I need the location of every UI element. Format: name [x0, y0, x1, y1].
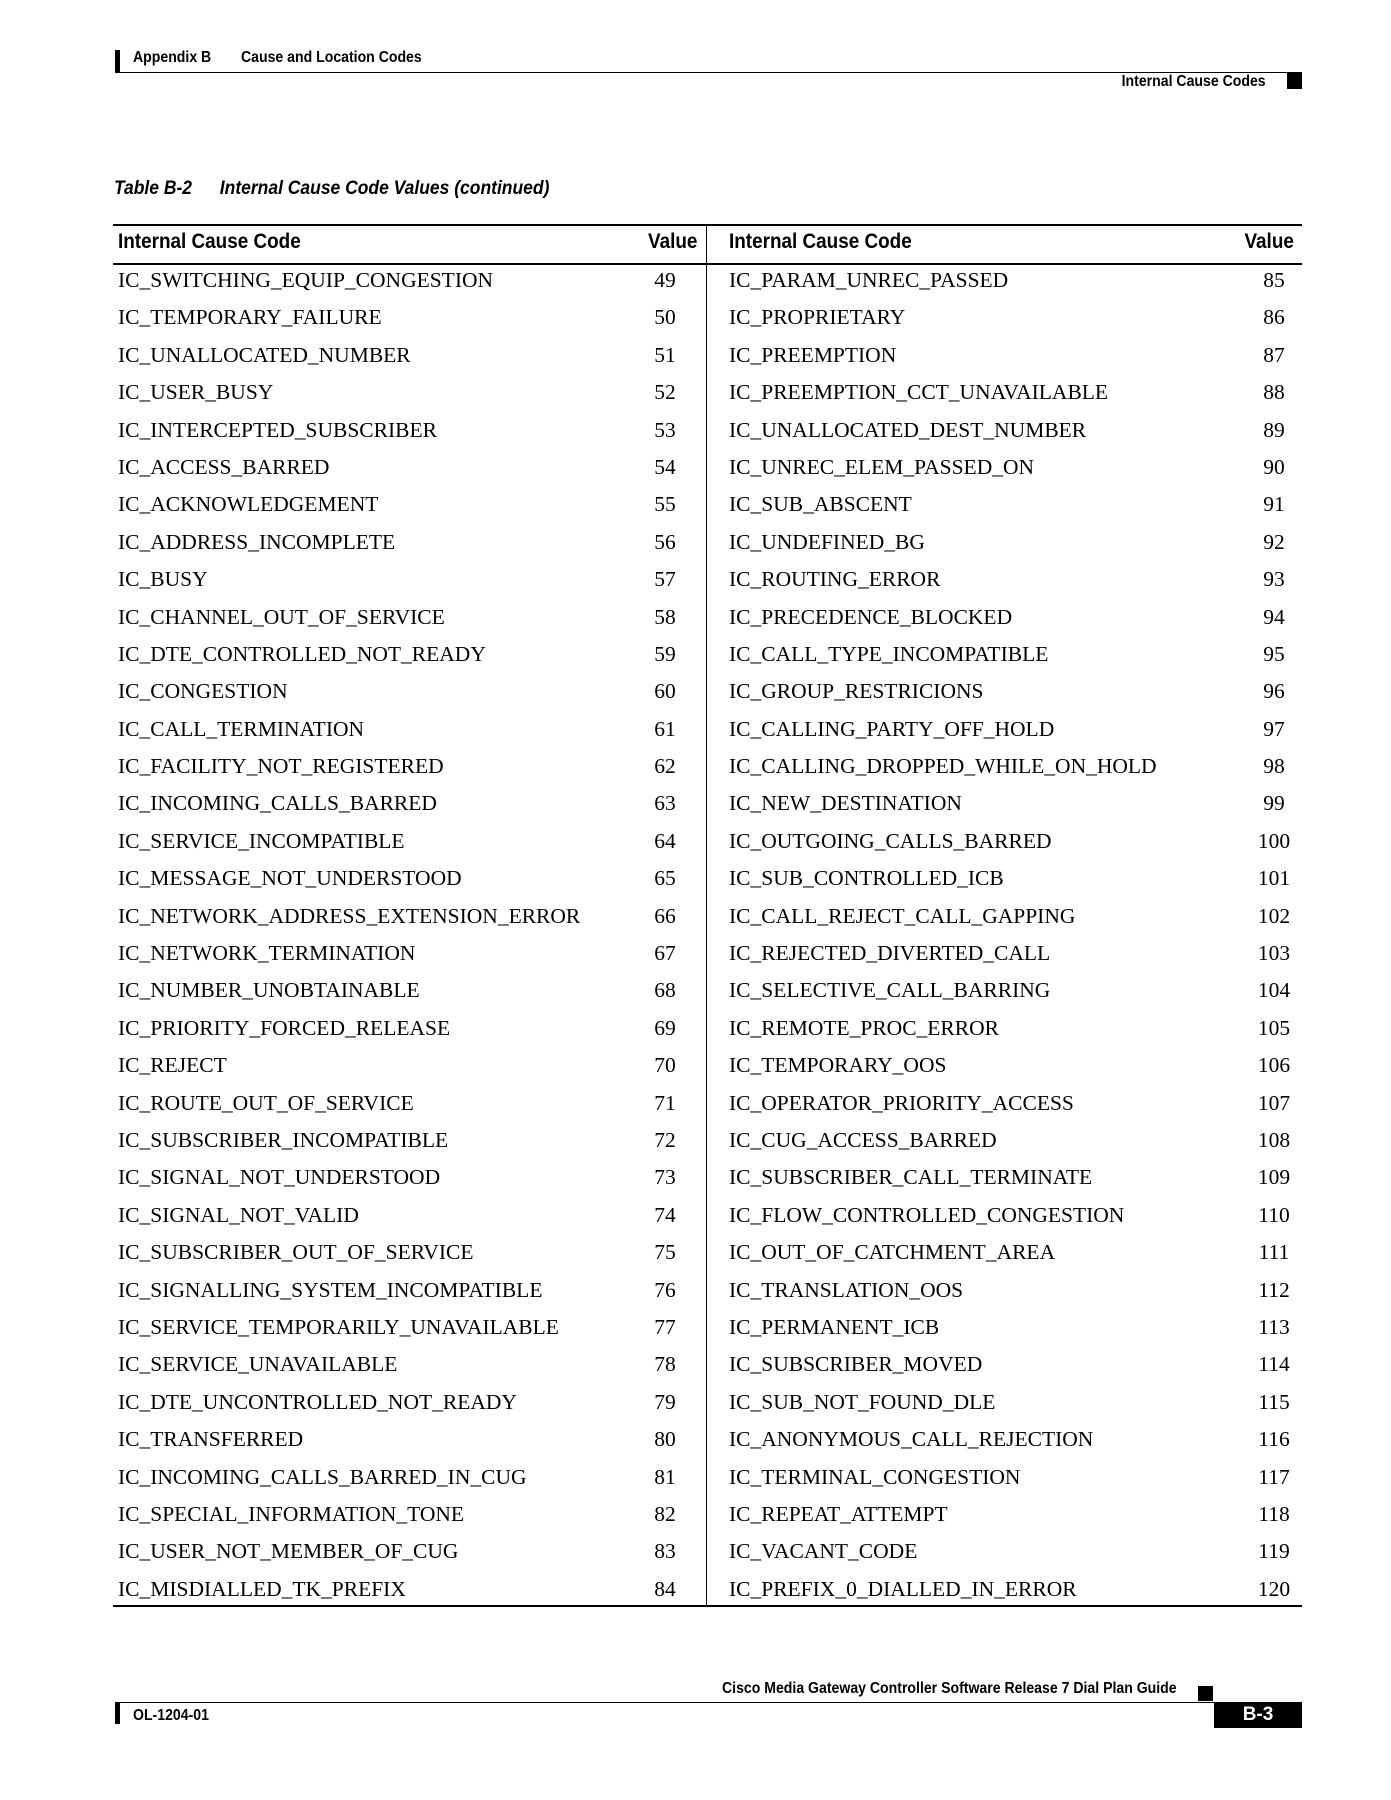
cause-code-left: IC_CONGESTION — [118, 679, 288, 704]
cause-value-left: 54 — [654, 454, 676, 479]
cause-code-right: IC_GROUP_RESTRICIONS — [729, 679, 984, 704]
table-row — [113, 452, 1302, 489]
cause-code-right: IC_PARAM_UNREC_PASSED — [729, 268, 1009, 292]
footer-square-mark — [1198, 1686, 1213, 1701]
header-chapter-title: Cause and Location Codes — [241, 49, 422, 66]
cause-value-right: 100 — [1257, 828, 1291, 853]
cause-value-left: 59 — [654, 641, 676, 666]
cause-value-right: 120 — [1257, 1576, 1291, 1601]
cause-code-right: IC_CALL_REJECT_CALL_GAPPING — [729, 903, 1076, 928]
cause-code-right: IC_VACANT_CODE — [729, 1539, 918, 1564]
cause-code-left: IC_INCOMING_CALLS_BARRED_IN_CUG — [118, 1464, 527, 1489]
cause-code-right: IC_CUG_ACCESS_BARRED — [729, 1127, 997, 1152]
cause-code-left: IC_USER_BUSY — [118, 380, 274, 405]
cause-value-left: 53 — [654, 417, 676, 442]
cause-value-right: 93 — [1263, 567, 1285, 592]
cause-value-left: 51 — [654, 342, 676, 367]
cause-code-right: IC_PREFIX_0_DIALLED_IN_ERROR — [729, 1576, 1077, 1601]
cause-value-right: 99 — [1263, 791, 1285, 816]
table-row — [113, 340, 1302, 377]
cause-code-left: IC_DTE_UNCONTROLLED_NOT_READY — [118, 1389, 517, 1414]
cause-value-right: 96 — [1263, 679, 1285, 704]
cause-code-right: IC_PERMANENT_ICB — [729, 1314, 940, 1339]
cause-code-right: IC_SUBSCRIBER_CALL_TERMINATE — [729, 1165, 1093, 1190]
table-row — [113, 415, 1302, 452]
table-row — [113, 639, 1302, 676]
cause-code-left: IC_MISDIALLED_TK_PREFIX — [118, 1576, 406, 1601]
cause-value-right: 88 — [1263, 380, 1285, 405]
cause-code-right: IC_SELECTIVE_CALL_BARRING — [729, 978, 1051, 1003]
cause-code-left: IC_TRANSFERRED — [118, 1427, 304, 1452]
cause-value-left: 64 — [654, 828, 676, 853]
cause-value-right: 94 — [1263, 604, 1285, 629]
cause-value-left: 55 — [654, 492, 676, 517]
header-value-right: Value — [1244, 230, 1294, 253]
table-number: Table B-2 — [114, 178, 193, 199]
cause-value-right: 103 — [1257, 941, 1291, 966]
table-row — [113, 602, 1302, 639]
cause-code-right: IC_ANONYMOUS_CALL_REJECTION — [729, 1427, 1094, 1452]
cause-code-left: IC_INTERCEPTED_SUBSCRIBER — [118, 417, 437, 442]
cause-code-right: IC_TEMPORARY_OOS — [729, 1053, 947, 1078]
table-row — [113, 1237, 1302, 1274]
table-title: Internal Cause Code Values (continued) — [219, 178, 550, 199]
cause-code-left: IC_NUMBER_UNOBTAINABLE — [118, 978, 420, 1003]
header-value-left: Value — [648, 230, 698, 253]
cause-value-left: 72 — [654, 1127, 676, 1152]
table-row — [113, 1424, 1302, 1461]
table-row — [113, 975, 1302, 1012]
table-row — [113, 1536, 1302, 1573]
cause-value-right: 108 — [1257, 1127, 1291, 1152]
cause-code-right: IC_OUT_OF_CATCHMENT_AREA — [729, 1240, 1056, 1265]
cause-value-right: 89 — [1263, 417, 1285, 442]
cause-value-right: 118 — [1258, 1501, 1290, 1526]
cause-value-right: 107 — [1257, 1090, 1291, 1115]
cause-code-right: IC_SUB_CONTROLLED_ICB — [729, 866, 1004, 891]
header-code-left: Internal Cause Code — [118, 230, 301, 253]
cause-code-right: IC_SUB_NOT_FOUND_DLE — [729, 1389, 996, 1414]
cause-value-right: 112 — [1258, 1277, 1290, 1302]
cause-code-right: IC_UNALLOCATED_DEST_NUMBER — [729, 417, 1087, 442]
cause-value-left: 63 — [654, 791, 676, 816]
cause-value-left: 67 — [654, 941, 676, 966]
cause-value-left: 49 — [654, 268, 676, 292]
cause-code-left: IC_SIGNALLING_SYSTEM_INCOMPATIBLE — [118, 1277, 543, 1302]
cause-value-right: 87 — [1263, 342, 1285, 367]
table-row — [113, 826, 1302, 863]
cause-code-right: IC_SUB_ABSCENT — [729, 492, 912, 517]
cause-value-right: 86 — [1263, 305, 1285, 330]
cause-code-left: IC_SUBSCRIBER_OUT_OF_SERVICE — [118, 1240, 474, 1265]
cause-value-right: 114 — [1258, 1352, 1290, 1377]
cause-code-left: IC_SERVICE_UNAVAILABLE — [118, 1352, 398, 1377]
cause-code-left: IC_SIGNAL_NOT_UNDERSTOOD — [118, 1165, 441, 1190]
cause-value-left: 56 — [654, 529, 676, 554]
cause-code-left: IC_REJECT — [118, 1053, 227, 1078]
cause-value-left: 70 — [654, 1053, 676, 1078]
table-row — [113, 938, 1302, 975]
cause-value-left: 84 — [654, 1576, 676, 1601]
table-row — [113, 265, 1302, 302]
table-row — [113, 1162, 1302, 1199]
cause-code-right: IC_ROUTING_ERROR — [729, 567, 941, 592]
cause-value-right: 91 — [1263, 492, 1285, 517]
cause-code-left: IC_ADDRESS_INCOMPLETE — [118, 529, 396, 554]
cause-value-left: 75 — [654, 1240, 676, 1265]
table-row — [113, 1387, 1302, 1424]
cause-value-right: 111 — [1258, 1240, 1290, 1265]
table-row — [113, 1088, 1302, 1125]
cause-code-right: IC_PREEMPTION_CCT_UNAVAILABLE — [729, 380, 1109, 405]
cause-code-right: IC_PREEMPTION — [729, 342, 897, 367]
table-row — [113, 1013, 1302, 1050]
table-body — [113, 265, 1302, 1611]
cause-code-right: IC_UNREC_ELEM_PASSED_ON — [729, 454, 1035, 479]
table-row — [113, 489, 1302, 526]
cause-code-right: IC_SUBSCRIBER_MOVED — [729, 1352, 983, 1377]
cause-code-right: IC_CALLING_DROPPED_WHILE_ON_HOLD — [729, 754, 1157, 779]
cause-value-right: 110 — [1258, 1202, 1290, 1227]
cause-value-right: 106 — [1257, 1053, 1291, 1078]
table-row — [113, 564, 1302, 601]
table-row — [113, 788, 1302, 825]
cause-code-left: IC_DTE_CONTROLLED_NOT_READY — [118, 641, 486, 666]
cause-code-left: IC_UNALLOCATED_NUMBER — [118, 342, 411, 367]
cause-value-left: 80 — [654, 1427, 676, 1452]
cause-value-left: 52 — [654, 380, 676, 405]
cause-value-right: 85 — [1263, 268, 1285, 292]
table-row — [113, 863, 1302, 900]
cause-value-left: 74 — [654, 1202, 676, 1227]
cause-value-left: 82 — [654, 1501, 676, 1526]
cause-value-right: 119 — [1258, 1539, 1290, 1564]
cause-code-right: IC_OUTGOING_CALLS_BARRED — [729, 828, 1052, 853]
cause-code-left: IC_MESSAGE_NOT_UNDERSTOOD — [118, 866, 462, 891]
cause-value-left: 58 — [654, 604, 676, 629]
cause-value-left: 68 — [654, 978, 676, 1003]
cause-value-left: 79 — [654, 1389, 676, 1414]
cause-code-right: IC_REPEAT_ATTEMPT — [729, 1501, 948, 1526]
cause-code-right: IC_PRECEDENCE_BLOCKED — [729, 604, 1013, 629]
cause-value-left: 66 — [654, 903, 676, 928]
cause-value-left: 78 — [654, 1352, 676, 1377]
table-row — [113, 714, 1302, 751]
cause-code-right: IC_TRANSLATION_OOS — [729, 1277, 964, 1302]
table-row — [113, 1050, 1302, 1087]
cause-code-left: IC_SWITCHING_EQUIP_CONGESTION — [118, 268, 494, 292]
footer-page-number: B-3 — [1214, 1702, 1302, 1728]
cause-code-left: IC_SPECIAL_INFORMATION_TONE — [118, 1501, 465, 1526]
cause-code-right: IC_TERMINAL_CONGESTION — [729, 1464, 1021, 1489]
cause-value-right: 92 — [1263, 529, 1285, 554]
table-row — [113, 676, 1302, 713]
cause-code-left: IC_CALL_TERMINATION — [118, 716, 365, 741]
cause-value-right: 97 — [1263, 716, 1285, 741]
header-section-title: Internal Cause Codes — [1122, 73, 1266, 90]
table-row — [113, 1312, 1302, 1349]
cause-value-right: 116 — [1258, 1427, 1290, 1452]
footer-bar-mark — [115, 1702, 120, 1724]
cause-value-left: 83 — [654, 1539, 676, 1564]
header-bar-mark — [115, 50, 120, 72]
cause-code-left: IC_NETWORK_TERMINATION — [118, 941, 416, 966]
cause-code-left: IC_ROUTE_OUT_OF_SERVICE — [118, 1090, 414, 1115]
cause-value-right: 90 — [1263, 454, 1285, 479]
cause-value-right: 117 — [1258, 1464, 1290, 1489]
header-appendix: Appendix B — [133, 49, 212, 66]
cause-code-left: IC_SUBSCRIBER_INCOMPATIBLE — [118, 1127, 449, 1152]
header-square-mark — [1287, 73, 1302, 89]
cause-value-left: 77 — [654, 1314, 676, 1339]
table-row — [113, 751, 1302, 788]
table-row — [113, 1275, 1302, 1312]
cause-code-right: IC_CALL_TYPE_INCOMPATIBLE — [729, 641, 1049, 666]
cause-code-left: IC_ACCESS_BARRED — [118, 454, 330, 479]
cause-value-left: 50 — [654, 305, 676, 330]
cause-code-left: IC_TEMPORARY_FAILURE — [118, 305, 382, 330]
table-row — [113, 1349, 1302, 1386]
table-row — [113, 377, 1302, 414]
table-row — [113, 1200, 1302, 1237]
cause-code-left: IC_CHANNEL_OUT_OF_SERVICE — [118, 604, 445, 629]
cause-code-right: IC_REMOTE_PROC_ERROR — [729, 1015, 999, 1040]
cause-value-left: 69 — [654, 1015, 676, 1040]
cause-code-right: IC_NEW_DESTINATION — [729, 791, 962, 816]
table-row — [113, 1499, 1302, 1536]
cause-value-right: 109 — [1257, 1165, 1291, 1190]
table-row — [113, 302, 1302, 339]
cause-code-left: IC_USER_NOT_MEMBER_OF_CUG — [118, 1539, 459, 1564]
cause-value-left: 81 — [654, 1464, 676, 1489]
cause-code-right: IC_CALLING_PARTY_OFF_HOLD — [729, 716, 1055, 741]
cause-code-right: IC_FLOW_CONTROLLED_CONGESTION — [729, 1202, 1125, 1227]
cause-code-left: IC_ACKNOWLEDGEMENT — [118, 492, 379, 517]
cause-code-left: IC_FACILITY_NOT_REGISTERED — [118, 754, 444, 779]
cause-code-right: IC_REJECTED_DIVERTED_CALL — [729, 941, 1051, 966]
cause-code-left: IC_NETWORK_ADDRESS_EXTENSION_ERROR — [118, 903, 581, 928]
header-code-right: Internal Cause Code — [729, 230, 912, 253]
table-row — [113, 527, 1302, 564]
cause-value-right: 95 — [1263, 641, 1285, 666]
table-caption — [114, 178, 549, 200]
cause-code-left: IC_SERVICE_INCOMPATIBLE — [118, 828, 405, 853]
cause-value-right: 98 — [1263, 754, 1285, 779]
cause-value-left: 73 — [654, 1165, 676, 1190]
cause-value-left: 76 — [654, 1277, 676, 1302]
footer-rule — [115, 1702, 1302, 1703]
cause-code-left: IC_BUSY — [118, 567, 208, 592]
cause-code-left: IC_PRIORITY_FORCED_RELEASE — [118, 1015, 451, 1040]
cause-value-left: 61 — [654, 716, 676, 741]
table-row — [113, 1574, 1302, 1611]
cause-value-left: 60 — [654, 679, 676, 704]
cause-value-right: 104 — [1257, 978, 1291, 1003]
footer-guide-title: Cisco Media Gateway Controller Software Release 7 Dial Plan Guide — [722, 1680, 1177, 1697]
cause-value-right: 115 — [1258, 1389, 1290, 1414]
cause-code-right: IC_PROPRIETARY — [729, 305, 906, 330]
cause-value-right: 102 — [1257, 903, 1291, 928]
table-top-rule — [113, 224, 1302, 226]
table-row — [113, 901, 1302, 938]
cause-code-right: IC_UNDEFINED_BG — [729, 529, 925, 554]
cause-value-right: 105 — [1257, 1015, 1291, 1040]
footer-doc-number: OL-1204-01 — [133, 1707, 209, 1724]
cause-value-left: 65 — [654, 866, 676, 891]
cause-value-left: 62 — [654, 754, 676, 779]
cause-code-left: IC_SERVICE_TEMPORARILY_UNAVAILABLE — [118, 1314, 559, 1339]
cause-value-right: 113 — [1258, 1314, 1290, 1339]
table-row — [113, 1462, 1302, 1499]
cause-value-left: 57 — [654, 567, 676, 592]
cause-value-right: 101 — [1257, 866, 1291, 891]
cause-code-right: IC_OPERATOR_PRIORITY_ACCESS — [729, 1090, 1074, 1115]
cause-code-left: IC_INCOMING_CALLS_BARRED — [118, 791, 437, 816]
cause-code-left: IC_SIGNAL_NOT_VALID — [118, 1202, 359, 1227]
cause-value-left: 71 — [654, 1090, 676, 1115]
table-row — [113, 1125, 1302, 1162]
